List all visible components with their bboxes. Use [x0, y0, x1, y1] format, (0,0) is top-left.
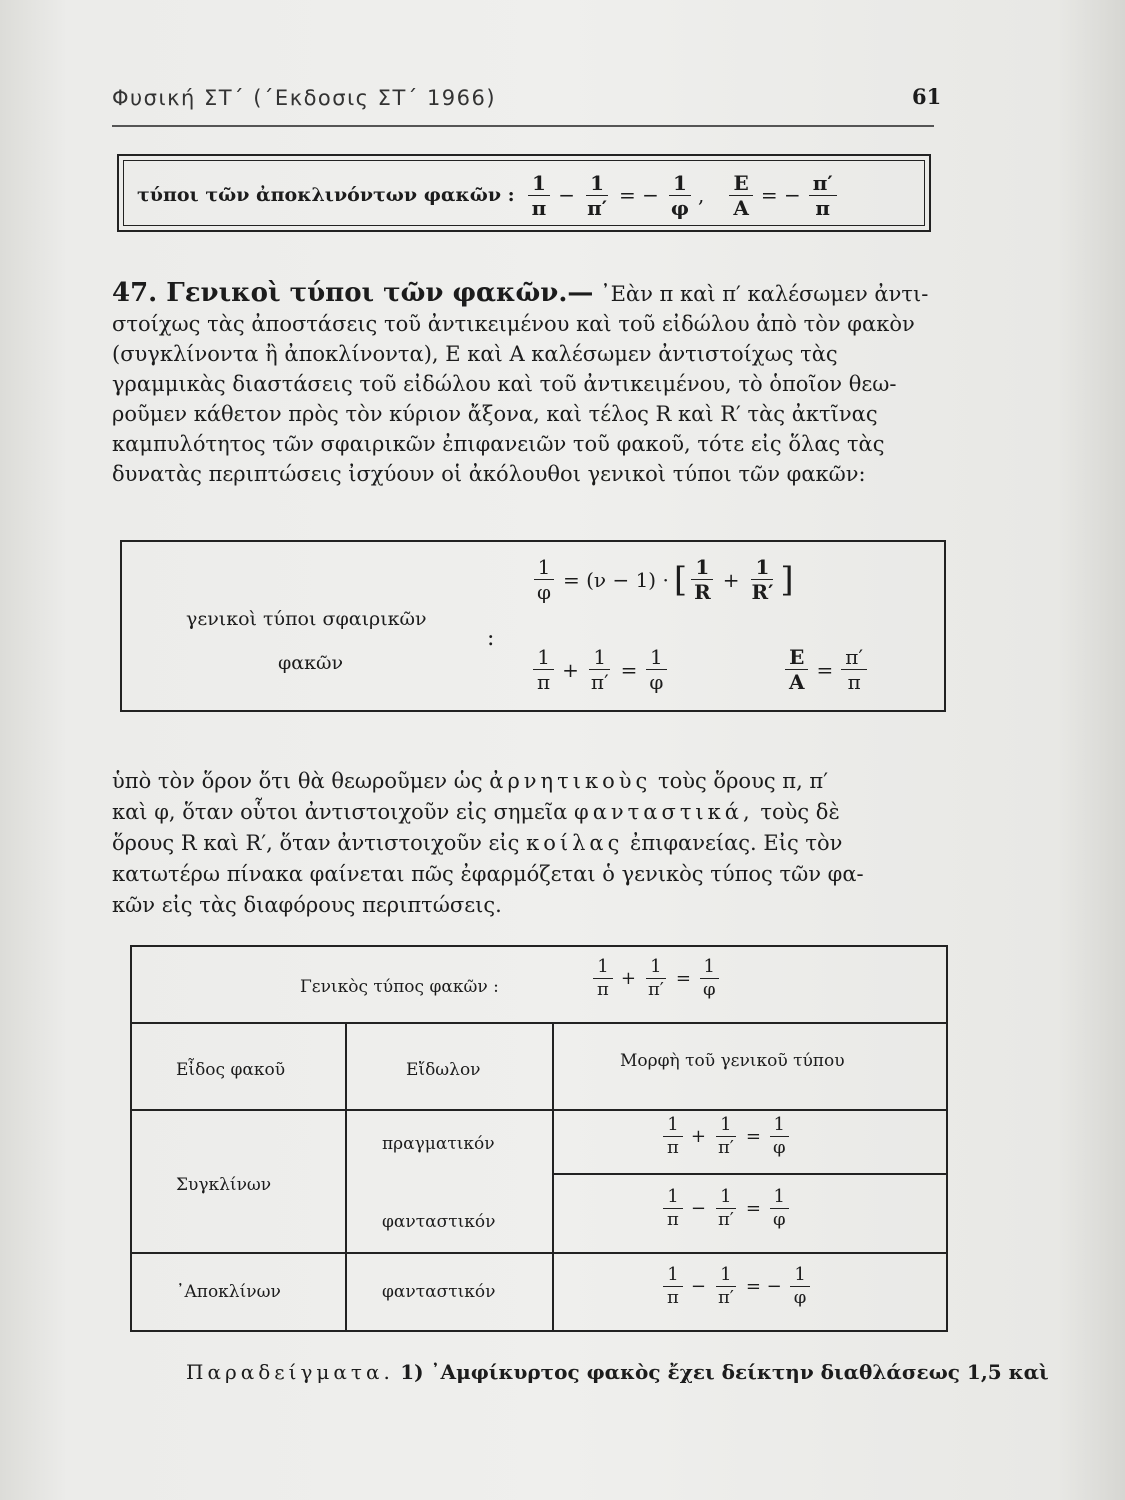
general-formula-label: Γενικὸς τύπος φακῶν :: [300, 977, 499, 997]
thin-lens-equation: $\frac{1}{\pi}$ + $\frac{1}{\pi'}$ = $\frac{1}{\varphi}$: [530, 646, 670, 693]
general-label-line1: γενικοὶ τύποι σφαιρικῶν: [186, 608, 427, 630]
text-line: κατωτέρω πίνακα φαίνεται πῶς ἐφαρμόζεται ὁ γενικὸς τύπος τῶν φα-: [112, 862, 864, 886]
sign-convention-paragraph: ὑπὸ τὸν ὅρον ὅτι θὰ θεωροῦμεν ὡς ἀρνητικοὺς τοὺς ὅρους π, π′ καὶ φ, ὅταν οὗτοι ἀντιστοιχοῦν εἰς σημεῖα φανταστικά, τοὺς δὲ ὅρους R καὶ R′, ὅταν ἀντιστοιχοῦν εἰς κοίλας ἐπιφανείας. Εἰς τὸν κατωτέρω πίνακα φαίνεται πῶς ἐφαρμόζεται ὁ γενικὸς τύπος τῶν φα- κῶν εἰς τὰς διαφόρους περιπτώσεις.: [112, 766, 948, 921]
lens-diverging: ᾿Αποκλίνων: [176, 1282, 281, 1302]
image-real: πραγματικόν: [382, 1134, 495, 1154]
text-line: δυνατὰς περιπτώσεις ἰσχύουν οἱ ἀκόλουθοι γενικοὶ τύποι τῶν φακῶν:: [112, 462, 866, 486]
general-formulas-box: [120, 540, 946, 712]
header-rule: [112, 125, 934, 127]
fraction: $\frac{1}{\pi'}$: [587, 170, 607, 220]
diverging-formulas-box: τύποι τῶν ἀποκλινόντων φακῶν : $\frac{1}{\pi}$ − $\frac{1}{\pi'}$ = − $\frac{1}{\varphi}$ , $\frac{E}{A}$ = − $\frac{\pi'}{\pi}$: [117, 154, 931, 232]
fraction: $\frac{\pi'}{\pi}$: [809, 172, 837, 219]
text-line: στοίχως τὰς ἀποστάσεις τοῦ ἀντικειμένου καὶ τοῦ εἰδώλου ἀπὸ τὸν φακὸν: [112, 312, 915, 336]
colon: :: [487, 626, 495, 651]
image-virtual: φανταστικόν: [382, 1212, 496, 1232]
magnification-equation: $\frac{E}{A}$ = $\frac{\pi'}{\pi}$: [782, 646, 870, 693]
fraction: $\frac{1}{\varphi}$: [670, 170, 689, 220]
text-line: (συγκλίνοντα ἢ ἀποκλίνοντα), E καὶ A καλέσωμεν ἀντιστοίχως τὰς: [112, 342, 838, 366]
emphasis: κοίλας: [526, 831, 624, 855]
general-label-line2: φακῶν: [278, 652, 344, 674]
text-line: ροῦμεν κάθετον πρὸς τὸν κύριον ἄξονα, καὶ τέλος R καὶ R′ τὰς ἀκτῖνας: [112, 402, 878, 426]
fraction: $\frac{1}{\pi}$: [528, 172, 551, 219]
text-line: κῶν εἰς τὰς διαφόρους περιπτώσεις.: [112, 893, 502, 917]
formula-diverging-virtual: $\frac{1}{\pi}$ − $\frac{1}{\pi'}$ = − $\frac{1}{\varphi}$: [660, 1265, 813, 1308]
running-title: Φυσική ΣΤ΄ (΄Εκδοσις ΣΤ΄ 1966): [112, 86, 497, 110]
fraction: $\frac{E}{A}$: [729, 172, 753, 219]
diverging-label: τύποι τῶν ἀποκλινόντων φακῶν :: [137, 184, 515, 206]
formula-converging-real: $\frac{1}{\pi}$ + $\frac{1}{\pi'}$ = $\frac{1}{\varphi}$: [660, 1115, 793, 1158]
page-number: 61: [912, 84, 942, 109]
header-formula-form: Μορφὴ τοῦ γενικοῦ τύπου: [620, 1051, 845, 1071]
section-heading: 47. Γενικοὶ τύποι τῶν φακῶν.—: [112, 278, 594, 308]
emphasis: φανταστικά,: [574, 800, 754, 824]
examples-text: 1) ᾿Αμφίκυρτος φακὸς ἔχει δείκτην διαθλάσεως 1,5 καὶ: [400, 1360, 1049, 1384]
examples-label: Παραδείγματα.: [186, 1360, 394, 1384]
image-virtual: φανταστικόν: [382, 1282, 496, 1302]
text-line: γραμμικὰς διαστάσεις τοῦ εἰδώλου καὶ τοῦ ἀντικειμένου, τὸ ὁποῖον θεω-: [112, 372, 897, 396]
formula-converging-virtual: $\frac{1}{\pi}$ − $\frac{1}{\pi'}$ = $\frac{1}{\varphi}$: [660, 1187, 793, 1230]
section-47-paragraph: [112, 278, 948, 489]
lensmaker-equation: $\frac{1}{\varphi}$ = (ν − 1) · [ $\frac{1}{R}$ + $\frac{1}{R'}$ ]: [530, 556, 794, 603]
text-line: καμπυλότητος τῶν σφαιρικῶν ἐπιφανειῶν τοῦ φακοῦ, τότε εἰς ὅλας τὰς: [112, 432, 885, 456]
examples-line: [186, 1360, 1049, 1384]
lens-converging: Συγκλίνων: [176, 1175, 272, 1195]
header-image: Εἴδωλον: [406, 1060, 481, 1080]
text-line: ᾿Εὰν π καὶ π′ καλέσωμεν ἀντι-: [600, 282, 929, 306]
general-formula: $\frac{1}{\pi}$ + $\frac{1}{\pi'}$ = $\frac{1}{\varphi}$: [590, 957, 723, 1000]
lens-cases-table: [130, 945, 948, 1332]
emphasis: ἀρνητικοὺς: [489, 769, 652, 793]
header-lens-type: Εἶδος φακοῦ: [176, 1060, 286, 1080]
